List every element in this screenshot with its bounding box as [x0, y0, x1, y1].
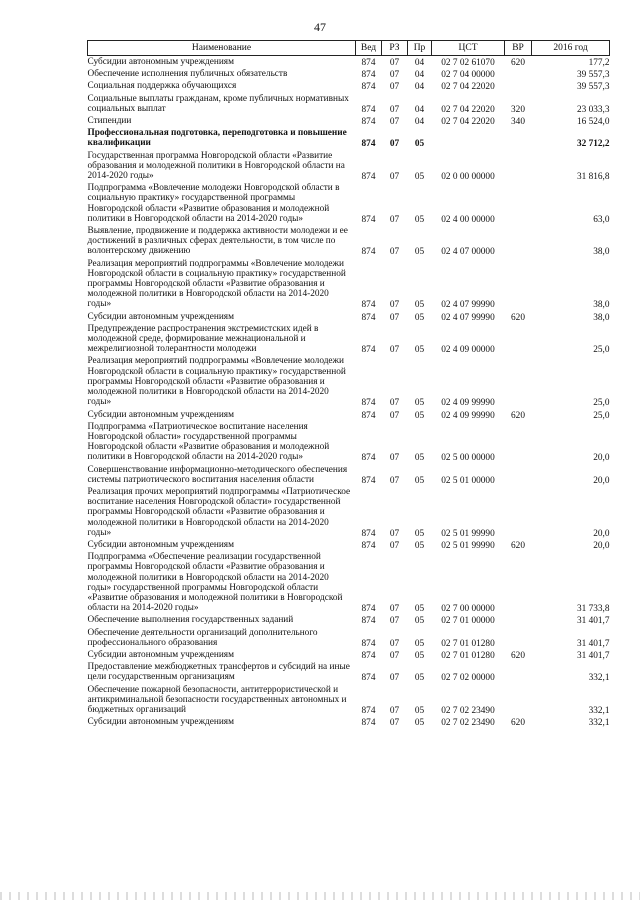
row-vr — [505, 627, 532, 649]
row-pr: 04 — [414, 117, 425, 128]
row-amount: 63,0 — [593, 214, 610, 225]
row-name: Предоставление межбюджетных трансфертов и субсидий на иные цели государственным организациям — [87, 662, 350, 683]
row-cst: 02 7 00 00000 — [441, 604, 495, 615]
row-name: Обеспечение деятельности организаций дополнительного профессионального образования — [87, 627, 318, 648]
row-pr: 05 — [414, 638, 425, 649]
row-ved: 874 — [361, 214, 376, 225]
row-name: Реализация мероприятий подпрограммы «Вовлечение молодежи Новгородской области в социальную практику» государственной программы Новгородской области «Развитие образования и молодежной политики в Новгородской области на 2014-2020 годы» — [87, 258, 346, 310]
row-rz: 07 — [389, 604, 400, 615]
row-vr — [505, 684, 532, 717]
row-pr: 05 — [414, 300, 425, 311]
row-name: Субсидии автономным учреждениям — [87, 57, 234, 67]
row-cst: 02 7 04 22020 — [441, 104, 495, 115]
row-ved: 874 — [361, 70, 376, 81]
row-amount: 31 401,7 — [576, 616, 610, 627]
table-row — [88, 464, 610, 486]
row-pr: 04 — [414, 70, 425, 81]
row-amount: 31 733,8 — [576, 604, 610, 615]
row-amount: 32 712,2 — [576, 139, 610, 150]
row-amount: 20,0 — [593, 540, 610, 551]
row-amount: 38,0 — [593, 312, 610, 323]
table-row — [88, 311, 610, 323]
header-name: Наименование — [88, 41, 356, 56]
table-row — [88, 614, 610, 626]
row-amount: 20,0 — [593, 528, 610, 539]
row-vr — [505, 80, 532, 92]
row-cst: 02 7 01 00000 — [441, 616, 495, 627]
row-rz: 07 — [389, 300, 400, 311]
row-vr — [505, 464, 532, 486]
row-vr — [505, 661, 532, 683]
row-pr: 05 — [414, 172, 425, 183]
row-rz: 07 — [389, 673, 400, 684]
row-ved: 874 — [361, 82, 376, 93]
row-amount: 20,0 — [593, 475, 610, 486]
row-vr — [505, 182, 532, 225]
row-rz: 07 — [389, 117, 400, 128]
row-ved: 874 — [361, 475, 376, 486]
header-cst: ЦСТ — [432, 41, 505, 56]
table-row — [88, 68, 610, 80]
row-amount: 38,0 — [593, 300, 610, 311]
table-row — [88, 661, 610, 683]
row-amount: 31 401,7 — [576, 650, 610, 661]
row-name: Обеспечение исполнения публичных обязательств — [87, 69, 288, 80]
row-name: Подпрограмма «Вовлечение молодежи Новгородской области в социальную практику» государственной программы Новгородской области «Развитие образования и молодежной политики в Новгородской области на 2014-2020 годы» — [87, 183, 340, 224]
row-rz: 07 — [389, 650, 400, 661]
row-ved: 874 — [361, 638, 376, 649]
row-cst: 02 5 01 00000 — [441, 475, 495, 486]
row-pr: 05 — [414, 398, 425, 409]
table-row — [88, 684, 610, 717]
row-pr: 05 — [414, 345, 425, 356]
row-rz: 07 — [389, 312, 400, 323]
row-cst — [432, 127, 505, 149]
row-ved: 874 — [361, 247, 376, 258]
table-row — [88, 150, 610, 183]
header-rz: РЗ — [382, 41, 408, 56]
row-name: Подпрограмма «Обеспечение реализации государственной программы Новгородской области «Развитие образования и молодежной политики в Новгородской области на 2014-2020 годы» государственной программы Новгородской области «Развитие образования и молодежной политики в Новгородской области на 2014-2020 годы» — [87, 552, 343, 614]
row-cst: 02 4 09 00000 — [441, 345, 495, 356]
table-row — [88, 182, 610, 225]
table-row — [88, 649, 610, 661]
row-name: Субсидии автономным учреждениям — [87, 649, 234, 660]
row-cst: 02 5 01 99990 — [441, 528, 495, 539]
row-pr: 05 — [414, 673, 425, 684]
page-number: 47 — [314, 20, 326, 34]
row-ved: 874 — [361, 410, 376, 421]
row-name: Социальные выплаты гражданам, кроме публичных нормативных социальных выплат — [87, 93, 349, 114]
table-row — [88, 115, 610, 127]
row-rz: 07 — [389, 82, 400, 93]
row-amount: 25,0 — [593, 345, 610, 356]
row-cst: 02 7 01 01280 — [441, 650, 495, 661]
row-ved: 874 — [361, 705, 376, 716]
row-rz: 07 — [389, 247, 400, 258]
row-cst: 02 7 02 23490 — [441, 718, 495, 729]
row-amount: 332,1 — [588, 673, 610, 684]
row-rz: 07 — [389, 528, 400, 539]
row-name: Предупреждение распространения экстремистских идей в молодежной среде, формирование межнациональной и межрелигиозной толерантности молодежи — [87, 323, 319, 355]
row-ved: 874 — [361, 604, 376, 615]
row-cst: 02 7 02 00000 — [441, 673, 495, 684]
table-row — [88, 258, 610, 311]
table-row — [88, 627, 610, 649]
row-cst: 02 7 04 22020 — [441, 82, 495, 93]
row-rz: 07 — [389, 345, 400, 356]
row-cst: 02 4 09 99990 — [441, 398, 495, 409]
row-vr: 340 — [511, 117, 525, 128]
row-pr: 05 — [414, 718, 425, 729]
row-pr: 04 — [414, 104, 425, 115]
row-ved: 874 — [361, 345, 376, 356]
table-row — [88, 409, 610, 421]
budget-table — [87, 40, 610, 728]
row-amount: 39 557,3 — [576, 82, 610, 93]
row-vr — [505, 258, 532, 311]
row-cst: 02 7 04 22020 — [441, 117, 495, 128]
row-rz: 07 — [389, 616, 400, 627]
row-name: Выявление, продвижение и поддержка активности молодежи и ее достижений в различных сферах деятельности, в том числе по волонтерскому движению — [87, 226, 348, 257]
row-name: Совершенствование информационно-методического обеспечения системы патриотического воспитания населения области — [87, 464, 348, 485]
row-vr — [505, 150, 532, 183]
row-vr — [505, 225, 532, 258]
row-rz: 07 — [389, 718, 400, 729]
row-ved: 874 — [361, 172, 376, 183]
row-pr: 05 — [414, 312, 425, 323]
row-ved: 874 — [361, 139, 376, 150]
table-row — [88, 323, 610, 356]
row-rz: 07 — [389, 139, 400, 150]
row-vr: 320 — [511, 104, 525, 115]
scan-edge — [0, 892, 640, 900]
header-ved: Вед — [356, 41, 382, 56]
row-rz: 07 — [389, 453, 400, 464]
row-pr: 05 — [414, 410, 425, 421]
row-cst: 02 0 00 00000 — [441, 172, 495, 183]
row-pr: 05 — [414, 139, 425, 150]
row-vr: 620 — [511, 540, 525, 551]
row-ved: 874 — [361, 673, 376, 684]
row-rz: 07 — [389, 58, 400, 68]
row-rz: 07 — [389, 410, 400, 421]
row-ved: 874 — [361, 117, 376, 128]
row-pr: 04 — [414, 58, 425, 68]
table-row — [88, 551, 610, 614]
table-row — [88, 80, 610, 92]
row-name: Государственная программа Новгородской области «Развитие образования и молодежной политики в Новгородской области на 2014-2020 годы» — [87, 150, 345, 182]
row-amount: 25,0 — [593, 410, 610, 421]
row-name: Социальная поддержка обучающихся — [87, 81, 237, 92]
row-cst: 02 7 01 01280 — [441, 638, 495, 649]
row-pr: 05 — [414, 453, 425, 464]
row-ved: 874 — [361, 718, 376, 729]
header-vr: ВР — [505, 41, 532, 56]
row-cst: 02 7 04 00000 — [441, 70, 495, 81]
row-cst: 02 5 00 00000 — [441, 453, 495, 464]
row-vr: 620 — [511, 718, 525, 729]
row-name: Подпрограмма «Патриотическое воспитание населения Новгородской области» государственной программы Новгородской области «Развитие образования и молодежной политики в Новгородской области на 2014-2020 годы» — [87, 421, 330, 463]
row-ved: 874 — [361, 312, 376, 323]
row-pr: 05 — [414, 705, 425, 716]
row-name: Обеспечение выполнения государственных заданий — [87, 615, 294, 626]
row-amount: 20,0 — [593, 453, 610, 464]
row-amount: 31 401,7 — [576, 638, 610, 649]
row-vr — [505, 614, 532, 626]
row-rz: 07 — [389, 475, 400, 486]
row-cst: 02 4 07 99990 — [441, 300, 495, 311]
row-name: Реализация мероприятий подпрограммы «Вовлечение молодежи Новгородской области в социальную практику» государственной программы Новгородской области «Развитие образования и молодежной политики в Новгородской области на 2014-2020 годы» — [87, 356, 346, 408]
row-name: Субсидии автономным учреждениям — [87, 717, 234, 728]
row-rz: 07 — [389, 540, 400, 551]
row-amount: 23 033,3 — [576, 104, 610, 115]
row-pr: 05 — [414, 214, 425, 225]
table-row — [88, 355, 610, 408]
row-name: Профессиональная подготовка, переподготовка и повышение квалификации — [87, 128, 347, 149]
row-vr — [505, 486, 532, 539]
row-cst: 02 4 00 00000 — [441, 214, 495, 225]
row-ved: 874 — [361, 616, 376, 627]
row-name: Субсидии автономным учреждениям — [87, 409, 234, 420]
row-cst: 02 7 02 61070 — [441, 58, 495, 68]
table-row — [88, 421, 610, 464]
row-vr — [505, 551, 532, 614]
row-rz: 07 — [389, 172, 400, 183]
row-pr: 05 — [414, 475, 425, 486]
row-pr: 05 — [414, 650, 425, 661]
row-pr: 05 — [414, 247, 425, 258]
row-rz: 07 — [389, 214, 400, 225]
row-amount: 16 524,0 — [576, 117, 610, 128]
table-body — [88, 56, 610, 729]
row-rz: 07 — [389, 638, 400, 649]
row-ved: 874 — [361, 58, 376, 68]
row-amount: 332,1 — [588, 705, 610, 716]
row-ved: 874 — [361, 398, 376, 409]
row-vr: 620 — [511, 410, 525, 421]
row-pr: 04 — [414, 82, 425, 93]
row-pr: 05 — [414, 540, 425, 551]
row-vr — [505, 323, 532, 356]
row-vr — [505, 355, 532, 408]
row-rz: 07 — [389, 104, 400, 115]
row-name: Субсидии автономным учреждениям — [87, 539, 234, 550]
row-ved: 874 — [361, 453, 376, 464]
row-name: Стипендии — [87, 116, 132, 127]
row-cst: 02 4 09 99990 — [441, 410, 495, 421]
row-rz: 07 — [389, 705, 400, 716]
header-pr: Пр — [408, 41, 432, 56]
table-row — [88, 716, 610, 728]
row-name: Реализация прочих мероприятий подпрограммы «Патриотическое воспитание населения Новгородской области» государственной программы Новгородской области «Развитие образования и молодежной политики в Новгородской области на 2014-2020 годы» — [87, 486, 351, 538]
table-row — [88, 127, 610, 149]
row-ved: 874 — [361, 104, 376, 115]
row-cst: 02 4 07 00000 — [441, 247, 495, 258]
table-row — [88, 56, 610, 69]
row-pr: 05 — [414, 616, 425, 627]
row-amount: 31 816,8 — [576, 172, 610, 183]
table-row — [88, 486, 610, 539]
table-header — [88, 41, 610, 56]
row-ved: 874 — [361, 528, 376, 539]
row-pr: 05 — [414, 604, 425, 615]
row-pr: 05 — [414, 528, 425, 539]
row-ved: 874 — [361, 300, 376, 311]
row-name: Обеспечение пожарной безопасности, антитеррористической и антикриминальной безопасности государственных автономных и бюджетных организаций — [87, 684, 347, 715]
row-name: Субсидии автономным учреждениям — [87, 311, 234, 322]
row-vr: 620 — [511, 58, 525, 68]
row-cst: 02 4 07 99990 — [441, 312, 495, 323]
table-row — [88, 539, 610, 551]
row-cst: 02 5 01 99990 — [441, 540, 495, 551]
row-amount: 25,0 — [593, 398, 610, 409]
row-amount: 39 557,3 — [576, 70, 610, 81]
row-rz: 07 — [389, 398, 400, 409]
row-rz: 07 — [389, 70, 400, 81]
row-vr — [505, 127, 532, 149]
row-amount: 38,0 — [593, 247, 610, 258]
row-ved: 874 — [361, 650, 376, 661]
row-vr: 620 — [511, 650, 525, 661]
row-cst: 02 7 02 23490 — [441, 705, 495, 716]
row-amount: 177,2 — [588, 58, 610, 68]
row-vr — [505, 421, 532, 464]
row-vr — [505, 68, 532, 80]
row-ved: 874 — [361, 540, 376, 551]
header-year: 2016 год — [532, 41, 610, 56]
row-amount: 332,1 — [588, 718, 610, 729]
row-vr: 620 — [511, 312, 525, 323]
table-row — [88, 93, 610, 115]
table-row — [88, 225, 610, 258]
